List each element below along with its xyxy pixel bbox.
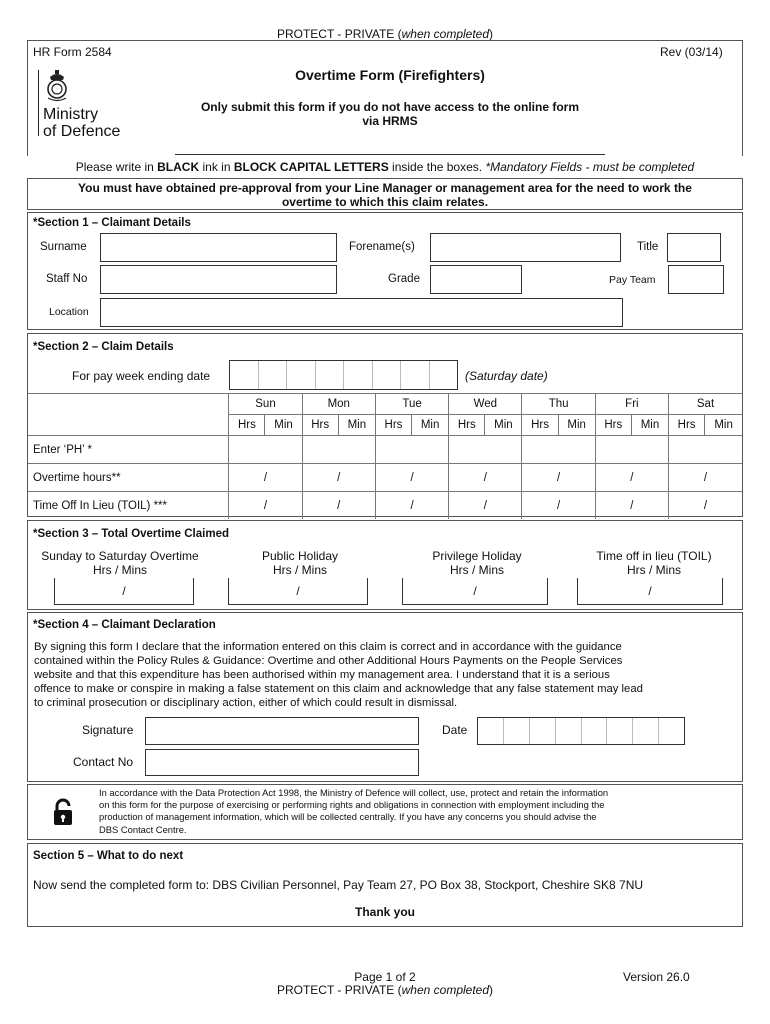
overtime-cell-fri[interactable]: / — [595, 464, 668, 492]
col-unit: Hrs / Mins — [450, 563, 504, 577]
date-cell[interactable] — [607, 718, 633, 744]
ph-cell-sat[interactable] — [669, 436, 742, 464]
pay-week-date-input[interactable] — [229, 360, 458, 390]
saturday-date-label: (Saturday date) — [465, 369, 548, 383]
protect-marking-bottom: PROTECT - PRIVATE (when completed) — [276, 983, 494, 997]
declaration-line: offence to make or conspire in making a false statement on this claim and acknowledge that any false statement may lead — [34, 683, 643, 695]
signature-input[interactable] — [145, 717, 419, 745]
col-unit: Hrs / Mins — [273, 563, 327, 577]
toil-cell-sun[interactable]: / — [229, 492, 302, 520]
min-header: Min — [338, 415, 375, 436]
form-number: HR Form 2584 — [33, 45, 112, 59]
date-cell[interactable] — [373, 361, 402, 389]
privacy-text — [99, 787, 739, 836]
org-name-line2: of Defence — [43, 123, 121, 140]
thank-you: Thank you — [354, 905, 415, 919]
privacy-line: on this form for the purpose of exercising or performing rights and obligations in connection with employment including the — [99, 799, 605, 811]
logo-divider — [38, 70, 39, 136]
ph-cell-tue[interactable] — [375, 436, 448, 464]
day-header: Fri — [595, 394, 668, 415]
toil-cell-sat[interactable]: / — [669, 492, 742, 520]
hrs-header: Hrs — [302, 415, 338, 436]
send-to-text: Now send the completed form to: DBS Civilian Personnel, Pay Team 27, PO Box 38, Stockport, Cheshire SK8 7NU — [33, 878, 644, 892]
overtime-cell-thu[interactable]: / — [522, 464, 595, 492]
min-header: Min — [485, 415, 522, 436]
date-cell[interactable] — [287, 361, 316, 389]
instructions: Please write in BLACK ink in BLOCK CAPITAL LETTERS inside the boxes. *Mandatory Fields - must be completed — [75, 160, 695, 174]
preapproval-line2: overtime to which this claim relates. — [281, 195, 489, 209]
overtime-row — [28, 464, 742, 492]
toil-cell-tue[interactable]: / — [375, 492, 448, 520]
toil-cell-thu[interactable]: / — [522, 492, 595, 520]
version: Version 26.0 — [623, 970, 690, 984]
surname-input[interactable] — [100, 233, 337, 262]
org-name-line1: Ministry — [43, 106, 99, 123]
overtime-cell-tue[interactable]: / — [375, 464, 448, 492]
days-header-row — [28, 394, 742, 415]
toil-row — [28, 492, 742, 520]
section1-title: *Section 1 – Claimant Details — [33, 217, 191, 229]
total-col-privilege — [387, 549, 567, 577]
protect-marking-top: PROTECT - PRIVATE (when completed) — [276, 27, 494, 41]
day-header: Sat — [669, 394, 742, 415]
total-input-privilege[interactable]: / — [402, 578, 548, 605]
signature-label: Signature — [82, 723, 134, 737]
hrs-header: Hrs — [669, 415, 705, 436]
total-col-public — [210, 549, 390, 577]
ph-row — [28, 436, 742, 464]
date-cell[interactable] — [344, 361, 373, 389]
day-header: Tue — [375, 394, 448, 415]
ph-cell-thu[interactable] — [522, 436, 595, 464]
date-cell[interactable] — [530, 718, 556, 744]
col-label: Privilege Holiday — [432, 549, 522, 563]
page-number: Page 1 of 2 — [354, 970, 416, 984]
col-label: Sunday to Saturday Overtime — [41, 549, 199, 563]
hrs-header: Hrs — [375, 415, 411, 436]
hrs-header: Hrs — [449, 415, 485, 436]
preapproval-box — [27, 178, 743, 210]
date-cell[interactable] — [430, 361, 458, 389]
title-input[interactable] — [667, 233, 721, 262]
ph-cell-sun[interactable] — [229, 436, 302, 464]
privacy-line: production of management information, which will be collected centrally. If you have any concerns you should advise the — [99, 811, 597, 823]
claim-grid — [28, 393, 742, 519]
form-subtitle-line1: Only submit this form if you do not have access to the online form — [200, 100, 580, 114]
pay-week-label: For pay week ending date — [72, 369, 211, 383]
declaration-text — [34, 640, 744, 710]
title-label: Title — [637, 241, 659, 253]
hrs-header: Hrs — [229, 415, 265, 436]
section4-title: *Section 4 – Claimant Declaration — [33, 619, 216, 631]
date-cell[interactable] — [230, 361, 259, 389]
declaration-line: to criminal prosecution or disciplinary action, either of which could result in dismissal. — [34, 697, 458, 709]
min-header: Min — [412, 415, 449, 436]
ph-cell-mon[interactable] — [302, 436, 375, 464]
row-label: Time Off In Lieu (TOIL) *** — [28, 492, 229, 520]
ph-cell-wed[interactable] — [449, 436, 522, 464]
overtime-cell-wed[interactable]: / — [449, 464, 522, 492]
total-input-sunsat[interactable]: / — [54, 578, 194, 605]
day-header: Wed — [449, 394, 522, 415]
declaration-line: contained within the Policy Rules & Guidance: Overtime and other Additional Hours Payments on the People Services — [34, 655, 623, 667]
preapproval-line1: You must have obtained pre-approval from your Line Manager or management area for the need to work the — [78, 181, 692, 195]
date-label: Date — [442, 723, 468, 737]
row-label: Enter ‘PH’ * — [28, 436, 229, 464]
grade-label: Grade — [388, 273, 420, 285]
overtime-cell-sat[interactable]: / — [669, 464, 742, 492]
location-input[interactable] — [100, 298, 623, 327]
min-header: Min — [705, 415, 742, 436]
declaration-date-input[interactable] — [477, 717, 685, 745]
pay-team-label: Pay Team — [609, 274, 656, 286]
date-cell[interactable] — [316, 361, 345, 389]
day-header: Mon — [302, 394, 375, 415]
col-unit: Hrs / Mins — [627, 563, 681, 577]
declaration-line: website and that this expenditure has been authorised within my management area. I understand that it is a serious — [34, 669, 610, 681]
hrs-header: Hrs — [522, 415, 558, 436]
section2-title: *Section 2 – Claim Details — [33, 341, 174, 353]
min-header: Min — [631, 415, 668, 436]
toil-cell-fri[interactable]: / — [595, 492, 668, 520]
min-header: Min — [558, 415, 595, 436]
total-input-toil[interactable]: / — [577, 578, 723, 605]
declaration-line: By signing this form I declare that the information entered on this claim is correct and in accordance with the guidance — [34, 641, 622, 653]
date-cell[interactable] — [401, 361, 430, 389]
forenames-input[interactable] — [430, 233, 621, 262]
date-cell[interactable] — [659, 718, 684, 744]
hrs-header: Hrs — [595, 415, 631, 436]
staff-no-input[interactable] — [100, 265, 337, 294]
col-label: Public Holiday — [261, 549, 339, 563]
date-cell[interactable] — [633, 718, 659, 744]
date-cell[interactable] — [582, 718, 608, 744]
min-header: Min — [265, 415, 302, 436]
forenames-label: Forename(s) — [349, 241, 415, 253]
row-label: Overtime hours** — [28, 464, 229, 492]
date-cell[interactable] — [478, 718, 504, 744]
total-col-toil — [564, 549, 744, 577]
day-header: Thu — [522, 394, 595, 415]
contact-no-label: Contact No — [73, 755, 134, 769]
header-frame — [27, 40, 743, 156]
date-cell[interactable] — [504, 718, 530, 744]
privacy-line: In accordance with the Data Protection Act 1998, the Ministry of Defence will collect, use, protect and retain the information — [99, 787, 609, 798]
toil-cell-mon[interactable]: / — [302, 492, 375, 520]
privacy-line: DBS Contact Centre. — [99, 823, 187, 835]
revision: Rev (03/14) — [660, 45, 723, 59]
surname-label: Surname — [40, 241, 87, 253]
ph-cell-fri[interactable] — [595, 436, 668, 464]
date-cell[interactable] — [259, 361, 288, 389]
date-cell[interactable] — [556, 718, 582, 744]
day-header: Sun — [229, 394, 302, 415]
section3-title: *Section 3 – Total Overtime Claimed — [33, 528, 229, 540]
section5-title: Section 5 – What to do next — [33, 850, 184, 862]
grade-input[interactable] — [430, 265, 522, 294]
contact-no-input[interactable] — [145, 749, 419, 776]
padlock-icon — [52, 798, 74, 826]
col-label: Time off in lieu (TOIL) — [596, 549, 712, 563]
overtime-cell-mon[interactable]: / — [302, 464, 375, 492]
location-label: Location — [49, 306, 89, 318]
col-unit: Hrs / Mins — [93, 563, 147, 577]
total-col-sunsat — [30, 549, 210, 577]
form-subtitle-line2: via HRMS — [362, 114, 418, 128]
crest-icon — [42, 68, 72, 102]
pay-team-input[interactable] — [668, 265, 724, 294]
form-title: Overtime Form (Firefighters) — [295, 67, 485, 83]
staff-no-label: Staff No — [46, 273, 88, 285]
header-rule — [175, 154, 605, 155]
overtime-cell-sun[interactable]: / — [229, 464, 302, 492]
total-input-public[interactable]: / — [228, 578, 368, 605]
blank-header-cell — [28, 394, 229, 436]
toil-cell-wed[interactable]: / — [449, 492, 522, 520]
